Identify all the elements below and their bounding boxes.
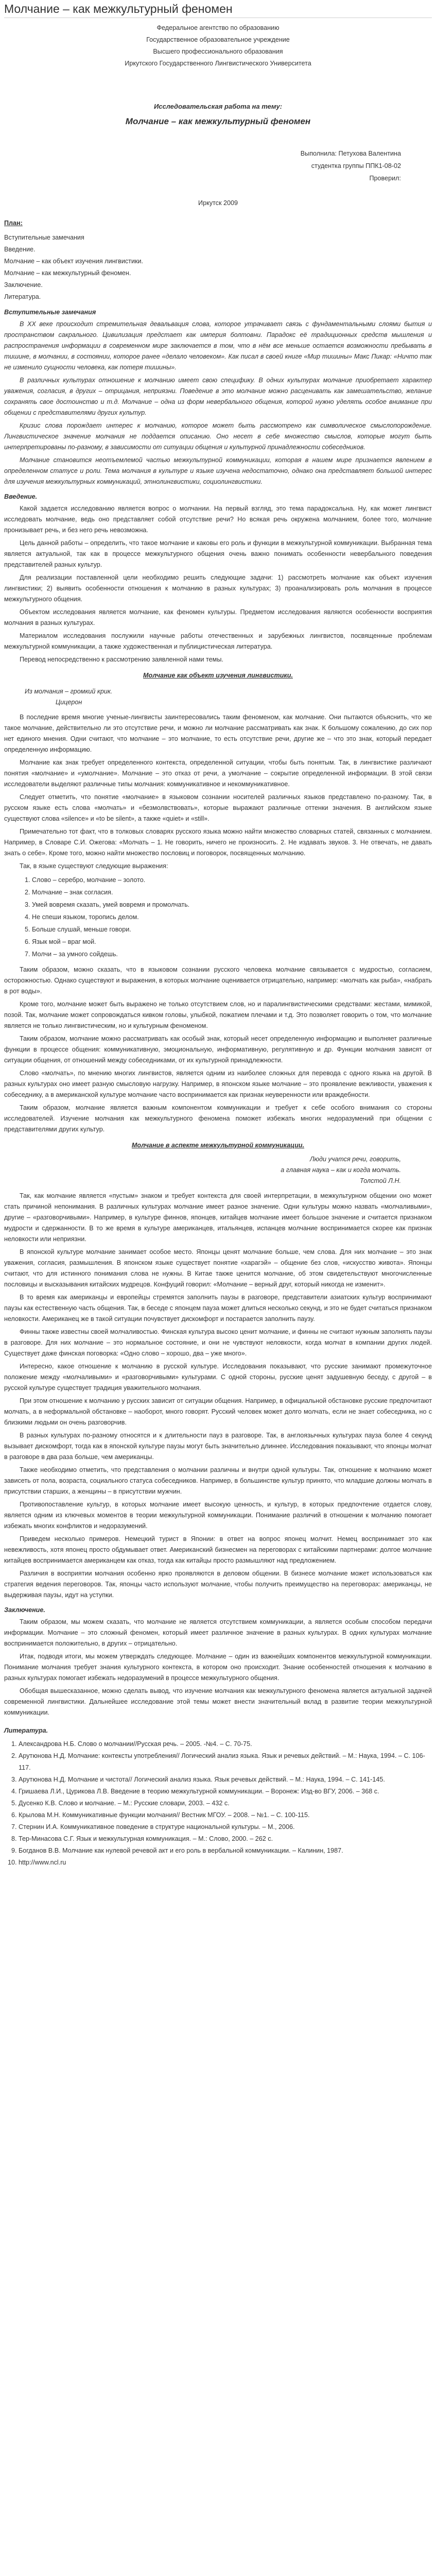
city-year: Иркутск 2009 — [198, 199, 238, 207]
proverb-item: 1. Слово – серебро, молчание – золото. — [25, 876, 146, 884]
section2-heading: Молчание в аспекте межкультурной коммуникации. — [131, 1142, 305, 1149]
plan-item: Вступительные замечания — [4, 234, 84, 241]
epigraph-author: Цицерон — [56, 699, 82, 706]
literature-item: 2. Арутюнова Н.Д. Молчание: контексты употребления// Логический анализ языка. Язык и речевых действий. – М.: Наука, 1994. – С. 106-117. — [19, 1750, 432, 1774]
paragraph: Для реализации поставленной цели необходимо решить следующие задачи: 1) рассмотреть молчание как объект изучения лингвистики; 2) выявить особенности отношения к молчанию в разных культурах; 3) проанализировать роль молчания в процессе межкультурного общения. — [4, 574, 432, 603]
proverb-item: 5. Больше слушай, меньше говори. — [25, 926, 131, 933]
literature-item: 3. Арутюнова Н.Д. Молчание и чистота// Логический анализ языка. Язык речевых действий. – М.: Наука, 1994. – С. 141-145. — [19, 1774, 432, 1786]
plan-item: Введение. — [4, 246, 36, 253]
org-line: Высшего профессионального образования — [153, 48, 283, 55]
paragraph: Итак, подводя итоги, мы можем утверждать следующее. Молчание – один из важнейших компонентов межкультурной коммуникации. Понимание молчания требует знания культурного контекста, в котором оно происходит. Знание особенностей отношения к молчанию в разных культурах помогает избежать недоразумений в процессе межкультурного общения. — [4, 1653, 432, 1682]
proverb-item: 6. Язык мой – враг мой. — [25, 938, 96, 945]
literature-item: 5. Дусенко К.В. Слово и молчание. – М.: Русские словари, 2003. – 432 с. — [19, 1798, 432, 1809]
epigraph: Из молчания – громкий крик. — [25, 688, 113, 695]
paragraph: Так, в языке существуют следующие выражения: — [20, 862, 168, 870]
epigraph-line: а главная наука – как и когда молчать. — [281, 1166, 401, 1174]
authors-block — [4, 147, 432, 184]
paragraph: В разных культурах по-разному относятся и к длительности пауз в разговоре. Так, в англоязычных культурах пауза более 4 секунд вызывает дискомфорт, тогда как в японской культуре паузы могут быть значительно длиннее. Исследования показывают, что японцы молчат в разговоре в два раза больше, чем американцы. — [4, 1432, 432, 1461]
literature-list — [4, 1738, 432, 1869]
proverb-list — [25, 874, 432, 960]
paragraph: Объектом исследования является молчание, как феномен культуры. Предметом исследования являются особенности восприятия молчания в разных культурах. — [4, 608, 432, 626]
literature-item: 8. Тер-Минасова С.Г. Язык и межкультурная коммуникация. – М.: Слово, 2000. – 262 с. — [19, 1833, 432, 1845]
proverb-item: 3. Умей вовремя сказать, умей вовремя и промолчать. — [25, 901, 190, 908]
paragraph: Приведем несколько примеров. Немецкий турист в Японии: в ответ на вопрос японец молчит. Немец воспринимает это как невежливость, хотя японец просто обдумывает ответ. Американский бизнесмен на переговорах с китайскими партнерами: долгое молчание китайцев воспринимается американцем как отказ, тогда как китайцы просто размышляют над предложением. — [4, 1535, 432, 1564]
literature-item: 6. Крылова М.Н. Коммуникативные функции молчания// Вестник МГОУ. – 2008. – №1. – С. 100-115. — [19, 1809, 432, 1821]
section1-heading: Молчание как объект изучения лингвистики. — [143, 672, 293, 679]
proverb-item: 7. Молчи – за умного сойдешь. — [25, 951, 118, 958]
paragraph: Таким образом, молчание является важным компонентом коммуникации и требует к себе особого внимания со стороны исследователей. Изучение молчания как межкультурного феномена поможет избежать многих недоразумений при общении с представителями других культур. — [4, 1104, 432, 1133]
paragraph: Таким образом, молчание можно рассматривать как особый знак, который несет определенную информацию и выполняет различные функции в процессе общения: коммуникативную, эмоциональную, информативную, регулятивную и др. Функции молчания зависят от ситуации общения, от отношений между собеседниками, от их культурной принадлежности. — [4, 1035, 432, 1064]
plan-list — [4, 232, 432, 303]
epigraph-author: Толстой Л.Н. — [360, 1177, 401, 1184]
paragraph: Цель данной работы – определить, что такое молчание и каковы его роль и функции в межкультурной коммуникации. Выбранная тема является актуальной, так как в процессе межкультурного общения очень важно понимать особенности невербального поведения представителей разных культур. — [4, 539, 432, 568]
paragraph: При этом отношение к молчанию у русских зависит от ситуации общения. Например, в официальной обстановке русские предпочитают молчать, а в неформальной обстановке – наоборот, много говорят. Русский человек может долго молчать, если не знает собеседника, но с близкими людьми он очень разговорчив. — [4, 1397, 432, 1426]
proverb-item: 4. Не спеши языком, торопись делом. — [25, 913, 139, 921]
literature-item: 4. Гришаева Л.И., Цурикова Л.В. Введение в теорию межкультурной коммуникации. – Воронеж: Изд-во ВГУ, 2006. – 368 с. — [19, 1786, 432, 1798]
epigraph-line: Люди учатся речи, говорить, — [309, 1156, 401, 1163]
author-line: студентка группы ППК1-08-02 — [311, 162, 401, 170]
paragraph: Примечательно тот факт, что в толковых словарях русского языка можно найти множество словарных статей, связанных с молчанием. Например, в Словаре С.И. Ожегова: «Молчать – 1. Не говорить, ничего не произносить. 2. Не издавать звуков. 3. Не отвечать, не давать знать о себе». Кроме того, можно найти множество пословиц и поговорок, посвященных молчанию. — [4, 828, 432, 857]
paragraph: В то время как американцы и европейцы стремятся заполнить паузы в разговоре, представители азиатских культур воспринимают паузы как естественную часть общения. Так, в беседе с японцем пауза может длиться несколько секунд, и это не будет считаться признаком неловкости. Американец же в такой ситуации почувствует дискомфорт и постарается заполнить паузу. — [4, 1294, 432, 1323]
organization-block — [4, 22, 432, 70]
org-line: Государственное образовательное учреждение — [146, 36, 290, 43]
document-body — [4, 22, 432, 1869]
literature-item: 9. Богданов В.В. Молчание как нулевой речевой акт и его роль в вербальной коммуникации. – Калинин, 1987. — [19, 1845, 432, 1857]
paragraph: Таким образом, мы можем сказать, что молчание не является отсутствием коммуникации, а является особым способом передачи информации. Молчание – это сложный феномен, который имеет различное значение в разных культурах. В одних культурах молчание воспринимается положительно, в других – отрицательно. — [4, 1618, 432, 1647]
paragraph: Молчание как знак требует определенного контекста, определенной ситуации, чтобы быть понятым. Так, в лингвистике различают понятия «молчание» и «умолчание». Молчание – это отказ от речи, а умолчание – сокрытие определенной информации. В этой связи исследователи выделяют различные типы молчания: коммуникативное и некоммуникативное. — [4, 759, 432, 788]
paragraph: В последние время многие ученые-лингвисты заинтересовались таким феноменом, как молчание. Они пытаются объяснить, что же такое молчание, действительно ли это отсутствие речи, и можно ли молчание рассматривать как знак. К большому сожалению, до сих пор нет единого мнения. Одни считают, что молчание – это молчание, то есть отсутствие речи, другие же – что это знак, который передает определенную информацию. — [4, 714, 432, 753]
page-title: Молчание – как межкультурный феномен — [4, 2, 233, 15]
plan-item: Литература. — [4, 293, 41, 300]
plan-item: Заключение. — [4, 281, 43, 289]
paragraph: Финны также известны своей молчаливостью. Финская культура высоко ценит молчание, и финны не считают нужным заполнять паузы в разговоре. Для них молчание – это нормальное состояние, и они не чувствуют неловкости, когда молчат в компании других людей. Существует даже финская поговорка: «Одно слово – хорошо, два – уже много». — [4, 1328, 432, 1357]
paragraph: Кризис слова порождает интерес к молчанию, которое может быть рассмотрено как символическое смыслопорождение. Лингвистическое значение молчания не поддается описанию. Оно несет в себе множество смыслов, которые могут быть интерпретированы по-разному, в зависимости от ситуации общения и культурной принадлежности собеседников. — [4, 422, 432, 451]
author-line: Проверил: — [369, 175, 401, 182]
paragraph: Молчание становится неотъемлемой частью межкультурной коммуникации, которая в нашем мире признается явлением в определенном статусе и роли. Тема молчания в культуре и языке изучена недостаточно, однако она представляет большой интерес для изучения межкультурных коммуникаций, этнолингвистики, социолингвистики. — [4, 456, 432, 485]
org-line: Иркутского Государственного Лингвистического Университета — [125, 60, 311, 67]
paragraph: В японской культуре молчание занимает особое место. Японцы ценят молчание больше, чем слова. Для них молчание – это знак уважения, согласия, размышления. В японском языке существует понятие «харагэй» – общение без слов, «искусство живота». Японцы считают, что для истинного понимания слова не нужны. В Китае также ценится молчание, об этом свидетельствуют многочисленные пословицы и высказывания китайских мудрецов. Конфуций говорил: «Молчание – верный друг, который никогда не изменит». — [4, 1248, 432, 1288]
paragraph: Перевод непосредственно к рассмотрению заявленной нами темы. — [20, 656, 223, 663]
paragraph: Слово «молчать», по мнению многих лингвистов, является одним из наиболее сложных для перевода с одного языка на другой. В разных культурах оно имеет разную смысловую нагрузку. Например, в японском языке молчание – это проявление вежливости, уважения к собеседнику, а в американской культуре молчание часто воспринимается как признак неуверенности или враждебности. — [4, 1070, 432, 1098]
paragraph: Интересно, какое отношение к молчанию в русской культуре. Исследования показывают, что русские занимают промежуточное положение между «молчаливыми» и «разговорчивыми» культурами. С одной стороны, русские ценят задушевную беседу, с другой – в русской культуре существует традиция уважительного молчания. — [4, 1363, 432, 1392]
work-heading: Исследовательская работа на тему: — [153, 103, 283, 110]
proverb-item: 2. Молчание – знак согласия. — [25, 889, 113, 896]
paragraph: Так, как молчание является «пустым» знаком и требует контекста для своей интерпретации, в межкультурном общении оно может стать причиной непонимания. В различных культурах молчание имеет разное значение. Одни культуры можно назвать «молчаливыми», другие – «разговорчивыми». Например, в культуре финнов, японцев, китайцев молчание имеет большое значение и считается признаком мудрости и сдержанности. В то же время в культуре американцев, итальянцев, испанцев молчание воспринимается скорее как признак неловкости или неприязни. — [4, 1192, 432, 1243]
plan-item: Молчание – как объект изучения лингвистики. — [4, 258, 144, 265]
paragraph: Таким образом, можно сказать, что в языковом сознании русского человека молчание связывается с мудростью, согласием, осторожностью. Однако существуют и выражения, в которых молчание оценивается отрицательно, например: «молчать как рыба», «набрать в рот воды». — [4, 966, 432, 995]
literature-item: 7. Стернин И.А. Коммуникативное поведение в структуре национальной культуры. – М., 2006. — [19, 1821, 432, 1833]
literature-item: 1. Александрова Н.Б. Слово о молчании//Русская речь. – 2005. -№4. – С. 70-75. — [19, 1738, 432, 1750]
paragraph: В XX веке происходит стремительная девальвация слова, которое утрачивает связь с фундаментальными слоями бытия и пространством сакрального. Цивилизация предстает как империя болтовни. Парадокс её традиционных средств мышления и распространения информации в современном мире заключается в том, что в нём все меньше остается возможности пребывать в тишине, в молчании, в состоянии, которое ранее «делало человеком». Как писал в своей книге «Мир тишины» Макс Пикар: «Ничто так не изменило сущности человека, как потеря тишины». — [4, 320, 432, 371]
plan-heading: План: — [4, 219, 23, 227]
paragraph: Следует отметить, что понятие «молчание» в языковом сознании носителей различных языков представлено по-разному. Так, в русском языке есть слова «молчать» и «безмолвствовать», которые выражают различные оттенки значения. В английском языке существуют слова «silence» и «to be silent», а также «quiet» и «still». — [4, 793, 432, 822]
plan-item: Молчание – как межкультурный феномен. — [4, 269, 131, 277]
paragraph: Также необходимо отметить, что представления о молчании различны и внутри одной культуры. Так, отношение к молчанию может зависеть от пола, возраста, социального статуса собеседников. Например, в большинстве культур принято, что младшие должны молчать в присутствии старших, а женщины – в присутствии мужчин. — [4, 1466, 432, 1495]
work-title: Молчание – как межкультурный феномен — [125, 116, 311, 126]
paragraph: Различия в восприятии молчания особенно ярко проявляются в деловом общении. В бизнесе молчание может использоваться как стратегия ведения переговоров. Так, японцы часто используют молчание, чтобы получить преимущество на переговорах: американцы, не выдерживая паузы, идут на уступки. — [4, 1570, 432, 1599]
conclusion-heading: Заключение. — [4, 1606, 45, 1614]
intro-remarks-heading: Вступительные замечания — [4, 309, 96, 316]
paragraph: Какой задается исследованию является вопрос о молчании. На первый взгляд, это тема парадоксальна. Ну, как может лингвист исследовать молчание, ведь оно представляет собой отсутствие речи? Но всякая речь окружена молчанием, более того, молчание пронизывает речь, и без него речь невозможна. — [4, 505, 432, 534]
paragraph: Материалом исследования послужили научные работы отечественных и зарубежных лингвистов, посвященные проблемам межкультурной коммуникации, а также художественная и публицистическая литература. — [4, 632, 432, 650]
paragraph: Обобщая вышесказанное, можно сделать вывод, что изучение молчания как межкультурного феномена является актуальной задачей современной лингвистики. Дальнейшее исследование этой темы может внести значительный вклад в развитие теории межкультурной коммуникации. — [4, 1687, 432, 1716]
literature-link[interactable]: 10. http://www.ncl.ru — [19, 1857, 432, 1869]
intro-heading: Введение. — [4, 493, 38, 500]
paragraph: Противопоставление культур, в которых молчание имеет высокую ценность, и культур, в которых предпочтение отдается слову, является одним из ключевых моментов в теории межкультурной коммуникации. Понимание различий в отношении к молчанию помогает избежать многих конфликтов и недоразумений. — [4, 1501, 432, 1530]
org-line: Федеральное агентство по образованию — [156, 24, 280, 31]
paragraph: Кроме того, молчание может быть выражено не только отсутствием слов, но и паралингвистическими средствами: жестами, мимикой, позой. Так, молчание может сопровождаться кивком головы, улыбкой, пожатием плечами и т.д. Это позволяет говорить о том, что молчание является не только лингвистическим, но и культурным феноменом. — [4, 1001, 432, 1029]
paragraph: В различных культурах отношение к молчанию имеет свою специфику. В одних культурах молчание приобретает характер уважения, согласия, в других – отрицания, неприязни. Поведение в это молчание можно расценивать как замешательство, желание сохранять свое достоинство и т.д. Молчание – одна из форм невербального общения, которой нужно уделять особое внимание при общении с представителями других культур. — [4, 377, 432, 416]
author-line: Выполнила: Петухова Валентина — [300, 150, 401, 157]
literature-heading: Литература. — [4, 1727, 48, 1734]
